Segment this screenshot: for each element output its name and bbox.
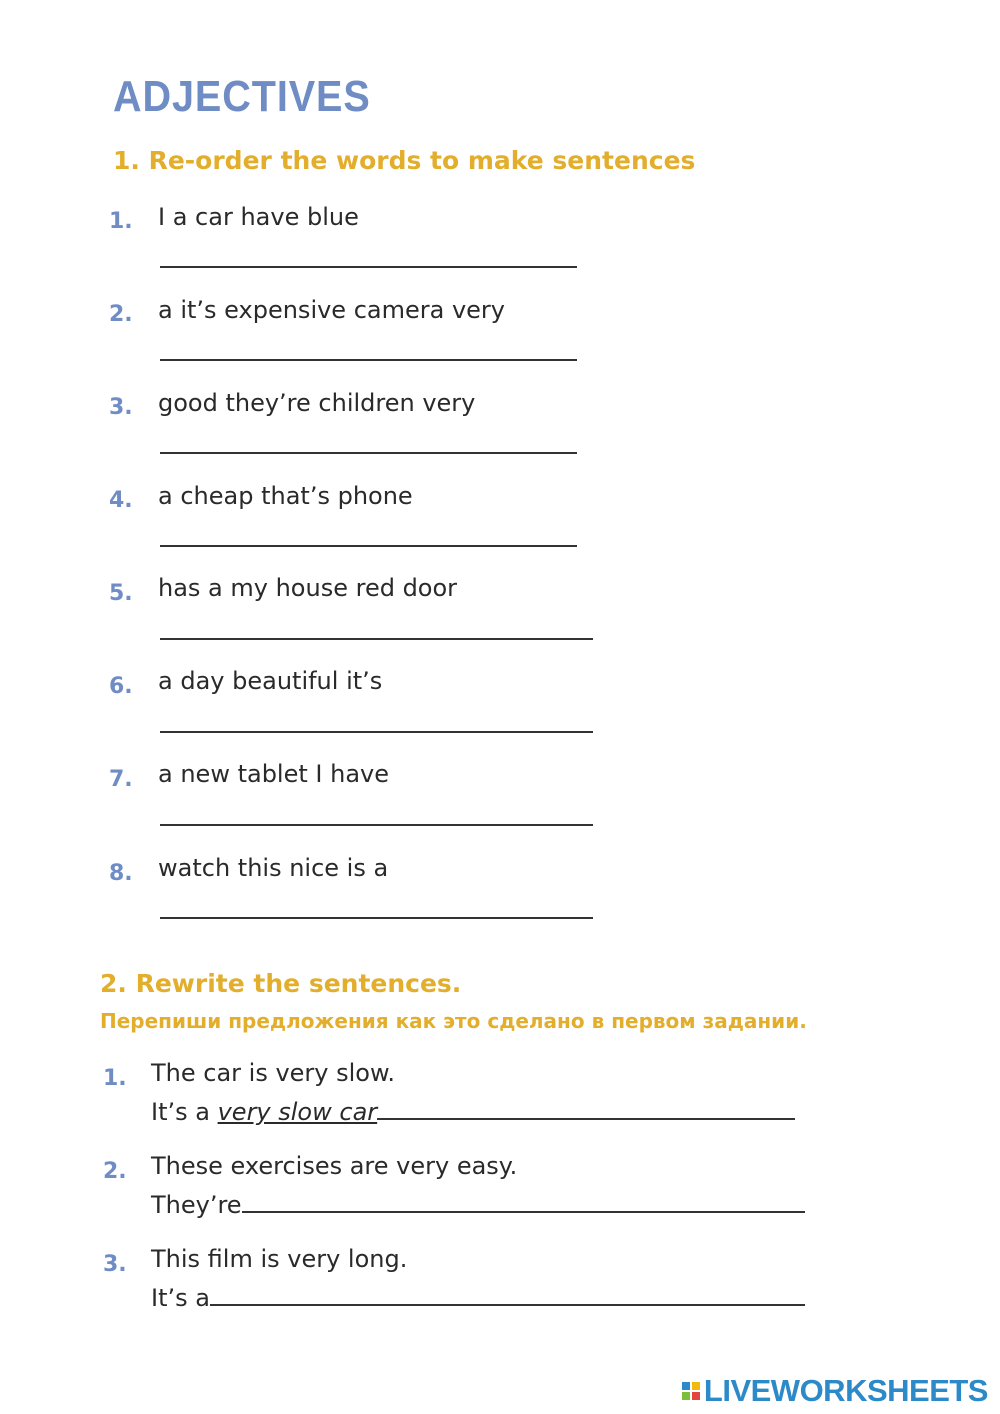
logo-mark-icon: [682, 1382, 700, 1400]
answer-line[interactable]: [210, 1282, 805, 1306]
item-words: has a my house red door: [158, 574, 458, 602]
item-number: 2.: [103, 1159, 127, 1184]
example-answer: very slow car: [217, 1098, 378, 1126]
item-sentence: This film is very long.: [151, 1245, 408, 1273]
item-number: 3.: [109, 395, 133, 420]
answer-line[interactable]: [160, 545, 577, 547]
worksheet-title: ADJECTIVES: [113, 72, 371, 121]
logo-square: [692, 1392, 700, 1400]
answer-line[interactable]: [160, 638, 593, 640]
answer-line[interactable]: [377, 1096, 795, 1120]
rewrite-row: [151, 1096, 795, 1126]
item-words: a cheap that’s phone: [158, 482, 413, 510]
answer-line[interactable]: [160, 452, 577, 454]
rewrite-row: [151, 1189, 805, 1219]
answer-line[interactable]: [160, 731, 593, 733]
item-number: 2.: [109, 302, 133, 327]
liveworksheets-logo: [682, 1373, 988, 1409]
item-words: a day beautiful it’s: [158, 667, 383, 695]
logo-text: LIVEWORKSHEETS: [703, 1373, 988, 1408]
logo-square: [682, 1392, 690, 1400]
section-2-instruction: Перепиши предложения как это сделано в первом задании.: [100, 1009, 807, 1033]
item-number: 7.: [109, 767, 133, 792]
section-2-heading: 2. Rewrite the sentences.: [100, 969, 462, 998]
logo-square: [692, 1382, 700, 1390]
item-number: 3.: [103, 1252, 127, 1277]
answer-line[interactable]: [160, 266, 577, 268]
item-number: 8.: [109, 861, 133, 886]
item-words: watch this nice is a: [158, 854, 389, 882]
item-words: good they’re children very: [158, 389, 476, 417]
rewrite-prefix: It’s a: [151, 1284, 210, 1312]
answer-line[interactable]: [242, 1189, 805, 1213]
item-words: a it’s expensive camera very: [158, 296, 505, 324]
item-sentence: The car is very slow.: [151, 1059, 396, 1087]
answer-line[interactable]: [160, 917, 593, 919]
item-words: I a car have blue: [158, 203, 359, 231]
item-number: 4.: [109, 488, 133, 513]
answer-line[interactable]: [160, 359, 577, 361]
item-number: 5.: [109, 581, 133, 606]
rewrite-prefix: They’re: [151, 1191, 242, 1219]
rewrite-prefix: It’s a: [151, 1098, 218, 1126]
logo-square: [682, 1382, 690, 1390]
answer-line[interactable]: [160, 824, 593, 826]
item-number: 1.: [109, 209, 133, 234]
rewrite-row: [151, 1282, 805, 1312]
item-number: 6.: [109, 674, 133, 699]
item-number: 1.: [103, 1066, 127, 1091]
item-sentence: These exercises are very easy.: [151, 1152, 518, 1180]
section-1-heading: 1. Re-order the words to make sentences: [113, 146, 696, 175]
item-words: a new tablet I have: [158, 760, 389, 788]
